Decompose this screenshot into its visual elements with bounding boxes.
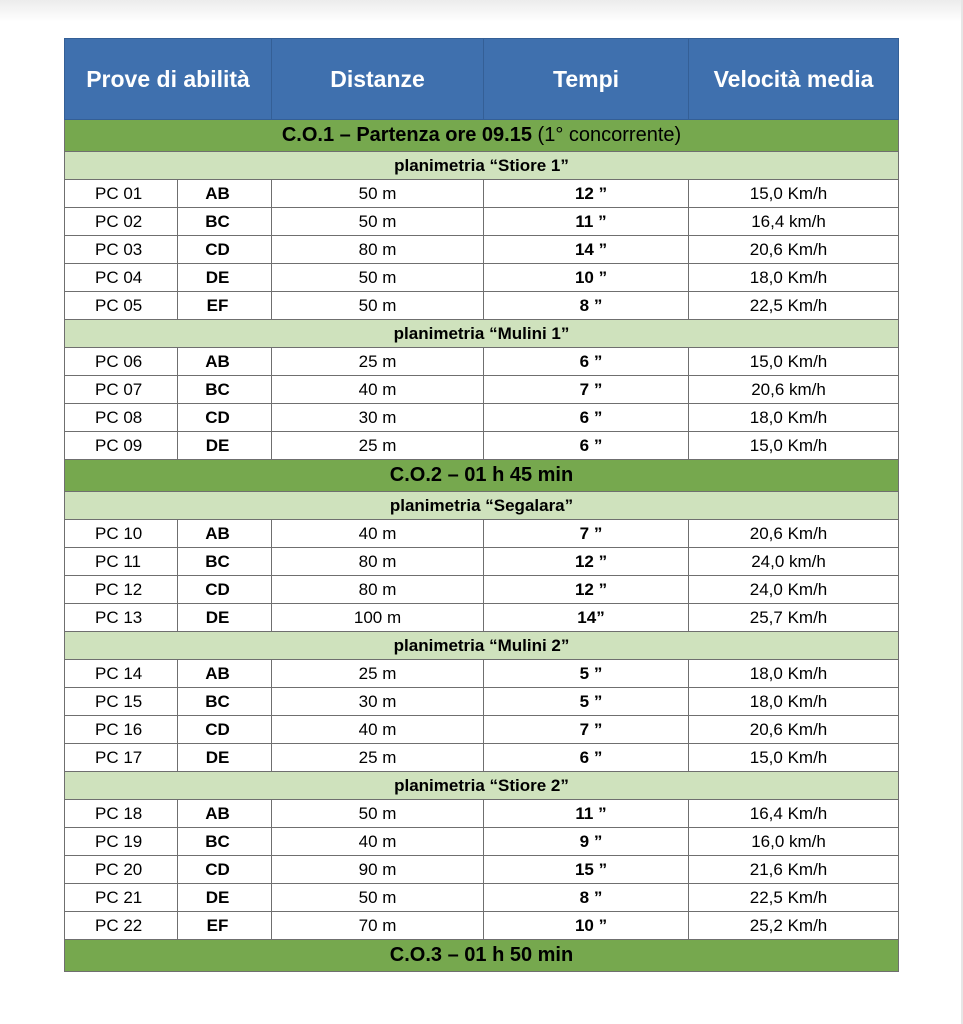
distance-cell: 30 m: [272, 688, 484, 716]
pc-id-cell: PC 18: [65, 800, 178, 828]
pc-id-cell: PC 15: [65, 688, 178, 716]
co-section-title: [65, 120, 899, 152]
table-row: [65, 744, 899, 772]
top-shadow: [0, 0, 963, 22]
co-title-bold: C.O.1 – Partenza ore 09.15: [281, 124, 532, 146]
distance-cell: 80 m: [272, 236, 484, 264]
speed-cell: 16,4 Km/h: [689, 800, 899, 828]
pc-id-cell: PC 10: [65, 520, 178, 548]
segment-cell: DE: [178, 604, 272, 632]
table-row: [65, 912, 899, 940]
segment-cell: AB: [178, 520, 272, 548]
planimetria-title: planimetria “Segalara”: [65, 492, 899, 520]
pc-id-cell: PC 22: [65, 912, 178, 940]
table-row: [65, 716, 899, 744]
segment-cell: AB: [178, 800, 272, 828]
segment-cell: CD: [178, 404, 272, 432]
pc-id-cell: PC 20: [65, 856, 178, 884]
time-cell: 8 ”: [484, 292, 689, 320]
segment-cell: BC: [178, 208, 272, 236]
table-row: [65, 404, 899, 432]
table-row: [65, 432, 899, 460]
header-row: [65, 39, 899, 120]
pc-id-cell: PC 02: [65, 208, 178, 236]
speed-cell: 24,0 km/h: [689, 548, 899, 576]
co-title-bold: C.O.3 – 01 h 50 min: [389, 944, 574, 966]
distance-cell: 50 m: [272, 180, 484, 208]
time-cell: 10 ”: [484, 912, 689, 940]
planimetria-title: planimetria “Mulini 2”: [65, 632, 899, 660]
distance-cell: 80 m: [272, 576, 484, 604]
speed-cell: 16,0 km/h: [689, 828, 899, 856]
table-row: [65, 236, 899, 264]
pc-id-cell: PC 08: [65, 404, 178, 432]
segment-cell: AB: [178, 180, 272, 208]
time-cell: 6 ”: [484, 348, 689, 376]
segment-cell: AB: [178, 660, 272, 688]
table-row: [65, 604, 899, 632]
co-section-title: [65, 940, 899, 972]
pc-id-cell: PC 07: [65, 376, 178, 404]
pc-id-cell: PC 09: [65, 432, 178, 460]
distance-cell: 90 m: [272, 856, 484, 884]
time-cell: 6 ”: [484, 744, 689, 772]
planimetria-title: planimetria “Mulini 1”: [65, 320, 899, 348]
speed-cell: 18,0 Km/h: [689, 264, 899, 292]
time-cell: 12 ”: [484, 576, 689, 604]
speed-cell: 18,0 Km/h: [689, 688, 899, 716]
speed-cell: 18,0 Km/h: [689, 660, 899, 688]
time-cell: 7 ”: [484, 520, 689, 548]
planimetria-row: [65, 772, 899, 800]
distance-cell: 40 m: [272, 376, 484, 404]
pc-id-cell: PC 03: [65, 236, 178, 264]
planimetria-title: planimetria “Stiore 1”: [65, 152, 899, 180]
pc-id-cell: PC 06: [65, 348, 178, 376]
time-cell: 12 ”: [484, 180, 689, 208]
distance-cell: 25 m: [272, 660, 484, 688]
pc-id-cell: PC 04: [65, 264, 178, 292]
time-cell: 5 ”: [484, 688, 689, 716]
segment-cell: BC: [178, 828, 272, 856]
pc-id-cell: PC 14: [65, 660, 178, 688]
distance-cell: 80 m: [272, 548, 484, 576]
distance-cell: 30 m: [272, 404, 484, 432]
table-row: [65, 800, 899, 828]
pc-id-cell: PC 19: [65, 828, 178, 856]
distance-cell: 40 m: [272, 520, 484, 548]
time-cell: 14 ”: [484, 236, 689, 264]
table-row: [65, 660, 899, 688]
speed-cell: 25,2 Km/h: [689, 912, 899, 940]
speed-cell: 24,0 Km/h: [689, 576, 899, 604]
pc-id-cell: PC 16: [65, 716, 178, 744]
time-cell: 15 ”: [484, 856, 689, 884]
speed-cell: 22,5 Km/h: [689, 292, 899, 320]
time-cell: 14”: [484, 604, 689, 632]
speed-cell: 16,4 km/h: [689, 208, 899, 236]
segment-cell: DE: [178, 744, 272, 772]
table-row: [65, 208, 899, 236]
time-cell: 5 ”: [484, 660, 689, 688]
speed-cell: 25,7 Km/h: [689, 604, 899, 632]
speed-cell: 20,6 km/h: [689, 376, 899, 404]
pc-id-cell: PC 21: [65, 884, 178, 912]
segment-cell: DE: [178, 884, 272, 912]
table-row: [65, 548, 899, 576]
time-cell: 10 ”: [484, 264, 689, 292]
distance-cell: 50 m: [272, 884, 484, 912]
co-section-title: [65, 460, 899, 492]
planimetria-title: planimetria “Stiore 2”: [65, 772, 899, 800]
table-row: [65, 828, 899, 856]
segment-cell: CD: [178, 576, 272, 604]
planimetria-row: [65, 152, 899, 180]
time-cell: 7 ”: [484, 376, 689, 404]
planimetria-row: [65, 632, 899, 660]
co-title-note: (1° concorrente): [531, 124, 682, 146]
distance-cell: 50 m: [272, 208, 484, 236]
segment-cell: DE: [178, 432, 272, 460]
speed-cell: 21,6 Km/h: [689, 856, 899, 884]
header-velocita: Velocità media: [689, 39, 899, 120]
pc-id-cell: PC 11: [65, 548, 178, 576]
distance-cell: 50 m: [272, 292, 484, 320]
segment-cell: CD: [178, 856, 272, 884]
speed-cell: 18,0 Km/h: [689, 404, 899, 432]
planimetria-row: [65, 492, 899, 520]
distance-cell: 100 m: [272, 604, 484, 632]
time-cell: 11 ”: [484, 208, 689, 236]
distance-cell: 40 m: [272, 716, 484, 744]
time-cell: 7 ”: [484, 716, 689, 744]
segment-cell: BC: [178, 688, 272, 716]
time-cell: 9 ”: [484, 828, 689, 856]
segment-cell: AB: [178, 348, 272, 376]
distance-cell: 70 m: [272, 912, 484, 940]
pc-id-cell: PC 17: [65, 744, 178, 772]
co-section-row: [65, 460, 899, 492]
segment-cell: BC: [178, 376, 272, 404]
speed-cell: 15,0 Km/h: [689, 432, 899, 460]
header-prove: Prove di abilità: [65, 39, 272, 120]
pc-id-cell: PC 01: [65, 180, 178, 208]
time-cell: 11 ”: [484, 800, 689, 828]
co-section-row: [65, 940, 899, 972]
speed-cell: 20,6 Km/h: [689, 520, 899, 548]
table-body: [65, 120, 899, 972]
distance-cell: 25 m: [272, 432, 484, 460]
time-cell: 6 ”: [484, 404, 689, 432]
schedule-table: [64, 38, 899, 972]
table-row: [65, 348, 899, 376]
distance-cell: 40 m: [272, 828, 484, 856]
table-row: [65, 884, 899, 912]
speed-cell: 20,6 Km/h: [689, 716, 899, 744]
speed-cell: 20,6 Km/h: [689, 236, 899, 264]
table-row: [65, 688, 899, 716]
segment-cell: CD: [178, 236, 272, 264]
distance-cell: 25 m: [272, 348, 484, 376]
planimetria-row: [65, 320, 899, 348]
distance-cell: 50 m: [272, 264, 484, 292]
speed-cell: 22,5 Km/h: [689, 884, 899, 912]
segment-cell: DE: [178, 264, 272, 292]
time-cell: 6 ”: [484, 432, 689, 460]
pc-id-cell: PC 13: [65, 604, 178, 632]
table-row: [65, 180, 899, 208]
distance-cell: 50 m: [272, 800, 484, 828]
time-cell: 12 ”: [484, 548, 689, 576]
distance-cell: 25 m: [272, 744, 484, 772]
speed-cell: 15,0 Km/h: [689, 744, 899, 772]
segment-cell: CD: [178, 716, 272, 744]
table-row: [65, 576, 899, 604]
speed-cell: 15,0 Km/h: [689, 180, 899, 208]
time-cell: 8 ”: [484, 884, 689, 912]
table-row: [65, 856, 899, 884]
segment-cell: EF: [178, 912, 272, 940]
pc-id-cell: PC 12: [65, 576, 178, 604]
table-row: [65, 520, 899, 548]
segment-cell: BC: [178, 548, 272, 576]
speed-cell: 15,0 Km/h: [689, 348, 899, 376]
table-row: [65, 376, 899, 404]
header-distanze: Distanze: [272, 39, 484, 120]
table-row: [65, 264, 899, 292]
header-tempi: Tempi: [484, 39, 689, 120]
pc-id-cell: PC 05: [65, 292, 178, 320]
co-title-bold: C.O.2 – 01 h 45 min: [389, 464, 574, 486]
co-section-row: [65, 120, 899, 152]
segment-cell: EF: [178, 292, 272, 320]
table-row: [65, 292, 899, 320]
